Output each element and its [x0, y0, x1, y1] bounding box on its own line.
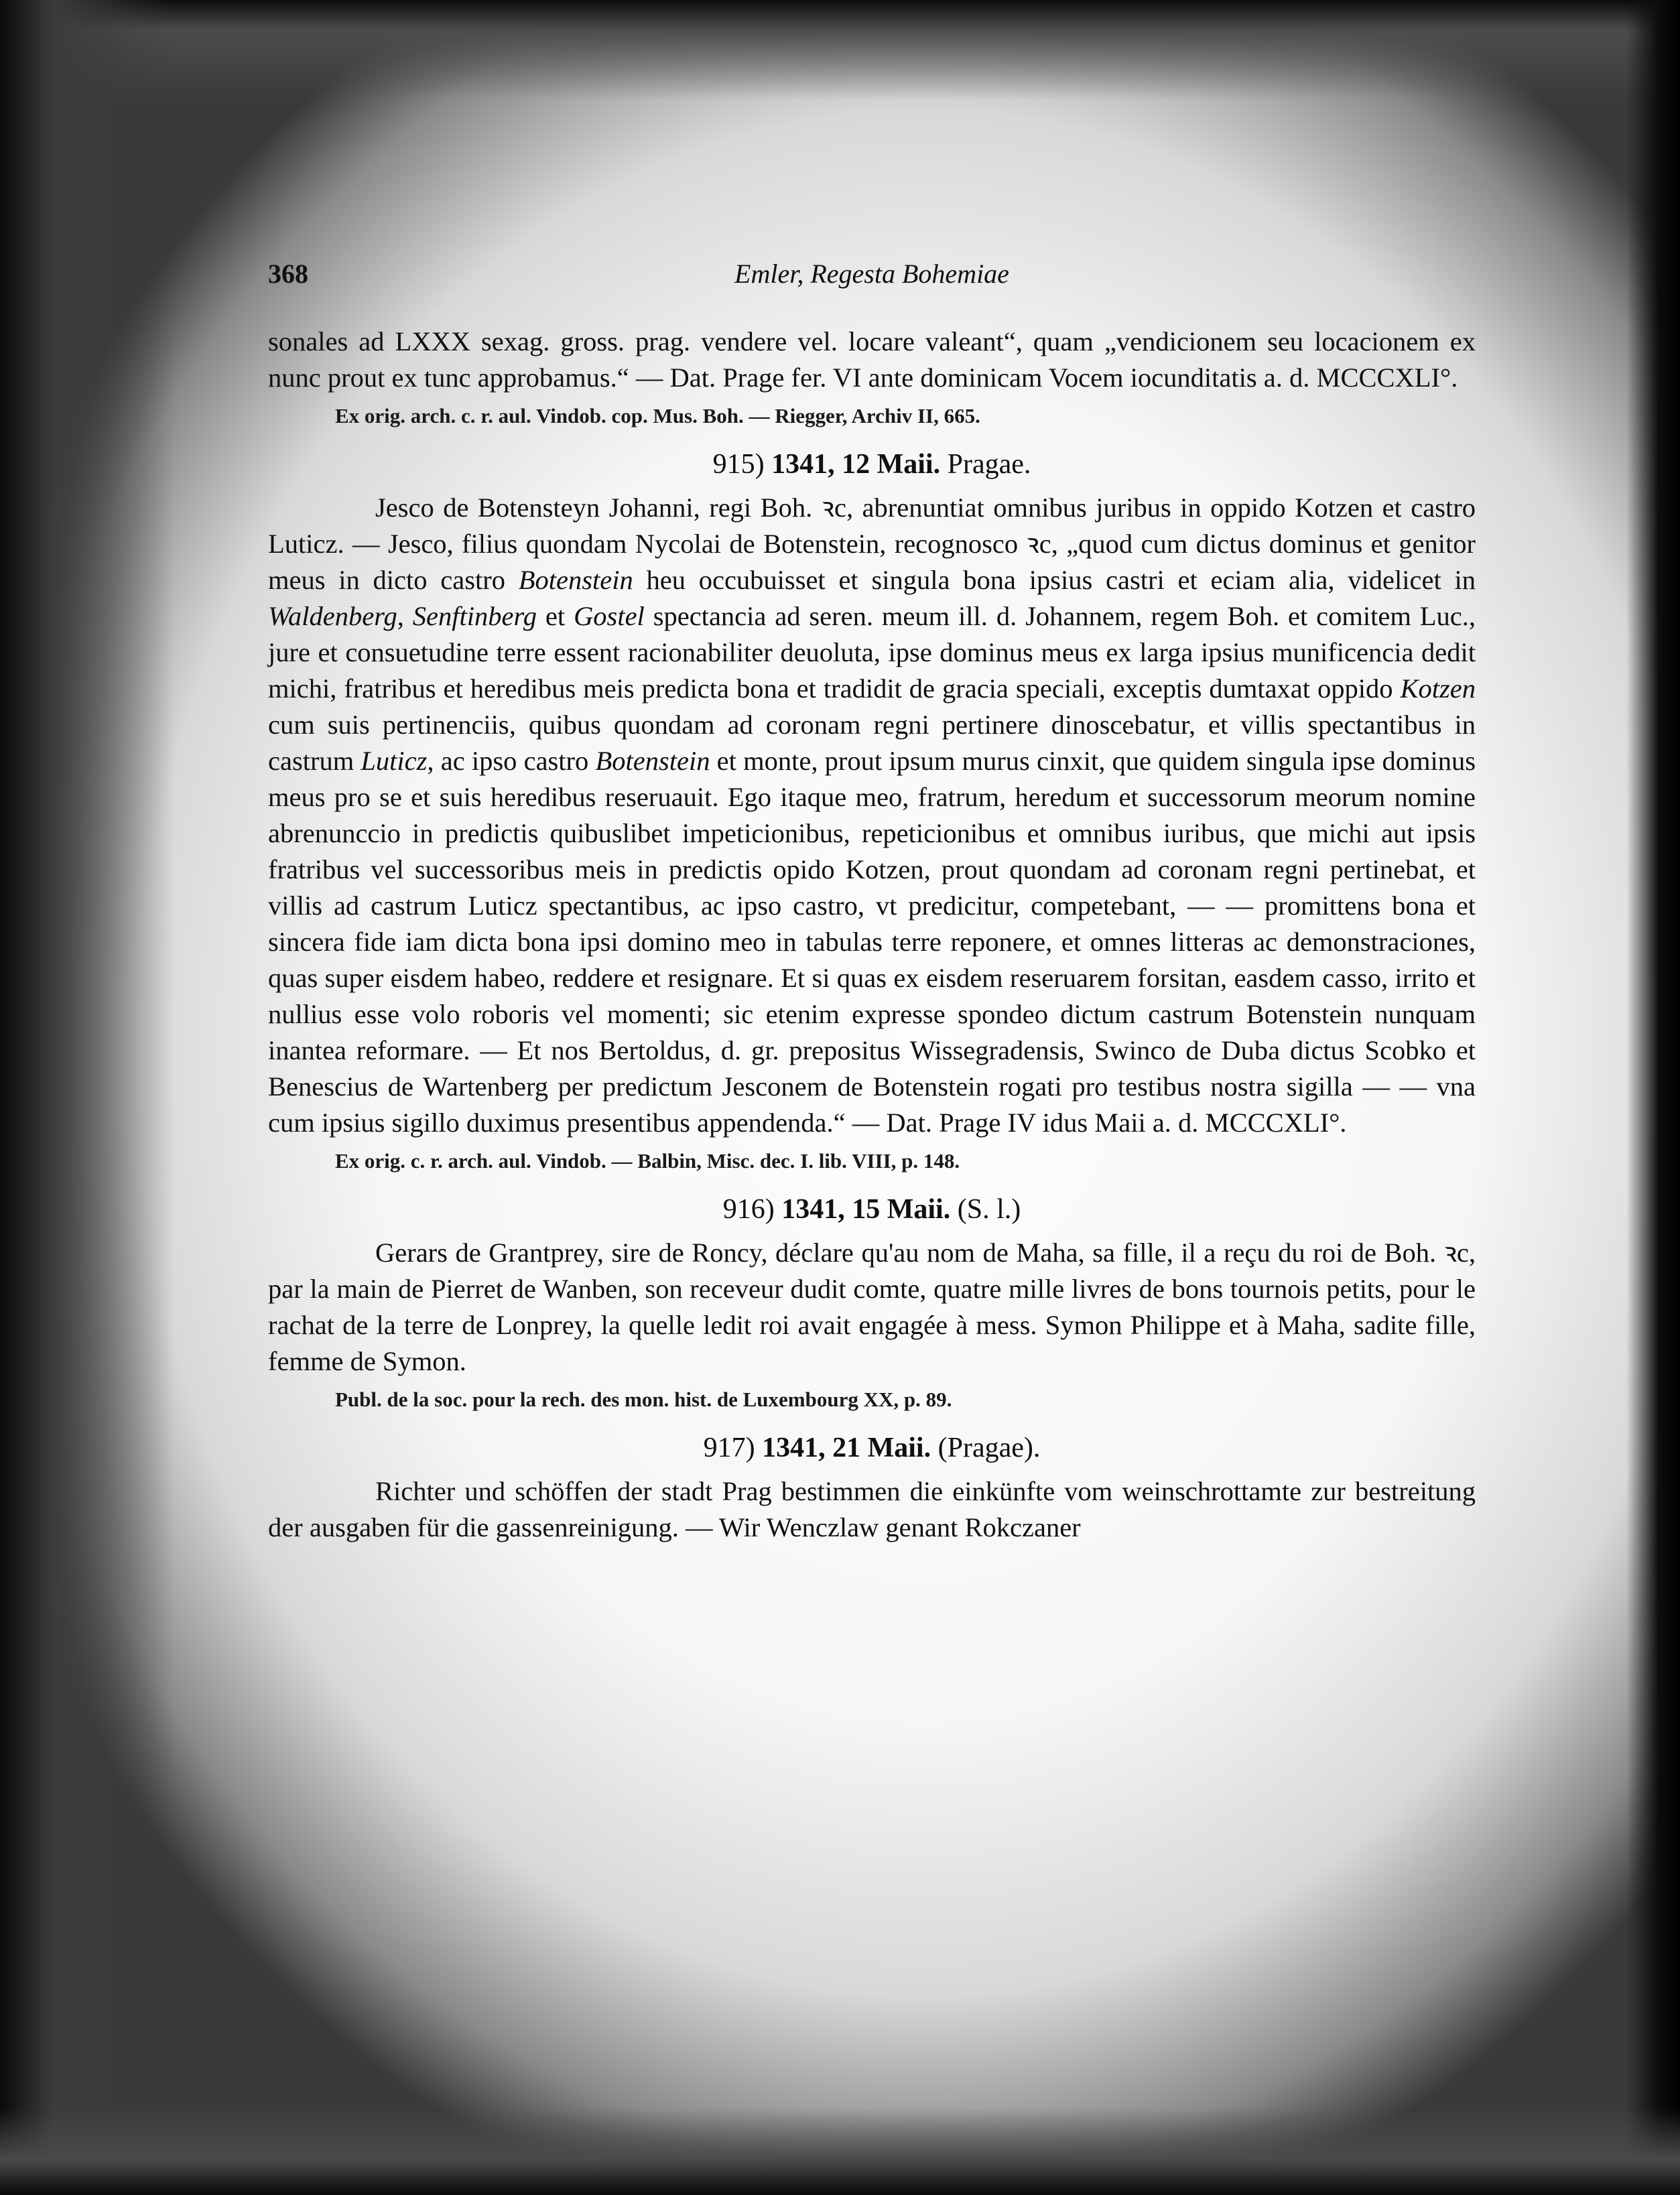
- text-run: cum suis pertinenciis, quibus quondam ad coronam regni pertinere dinoscebatur, et villis spectantibus in castrum: [268, 710, 1476, 776]
- doc-place: (Pragae).: [938, 1433, 1041, 1463]
- lead-paragraph: sonales ad LXXX sexag. gross. prag. vendere vel. locare valeant“, quam „vendicionem seu locacionem ex nunc prout ex tunc approbamus.“ — Dat. Prage fer. VI ante dominicam Vocem iocunditatis a. d. MCCCXLI°.: [268, 326, 1476, 393]
- page-number: 368: [268, 259, 308, 289]
- doc-date: 1341, 12 Maii.: [771, 449, 941, 480]
- doc-917-text: Richter und schöffen der stadt Prag bestimmen die einkünfte vom weinschrottamte zur bestreitung der ausgaben für die gassenreinigung. — Wir Wenczlaw genant Rokczaner: [268, 1476, 1476, 1542]
- doc-place: Pragae.: [947, 449, 1031, 480]
- scan-shadow-bottom: [0, 2108, 1680, 2195]
- doc-916-source-note: Publ. de la soc. pour la rech. des mon. hist. de Luxembourg XX, p. 89.: [335, 1388, 952, 1411]
- doc-date: 1341, 15 Maii.: [781, 1194, 951, 1225]
- place-name: Kotzen: [1400, 673, 1476, 704]
- lead-source-note: Ex orig. arch. c. r. aul. Vindob. cop. Mus. Boh. — Riegger, Archiv II, 665.: [335, 404, 980, 427]
- scan-shadow-left: [0, 0, 174, 2195]
- doc-915-source-note: Ex orig. c. r. arch. aul. Vindob. — Balbin, Misc. dec. I. lib. VIII, p. 148.: [335, 1149, 960, 1173]
- place-name: Botenstein: [595, 746, 710, 776]
- running-header: [268, 258, 1476, 305]
- place-name: Luticz: [361, 746, 428, 776]
- text-run: ,: [397, 601, 413, 631]
- place-name: Waldenberg: [268, 601, 397, 631]
- text-run: et: [537, 601, 574, 631]
- doc-place: (S. l.): [957, 1194, 1021, 1225]
- book-page: [268, 258, 1476, 1546]
- doc-number: 917): [703, 1433, 755, 1463]
- text-run: Jesco de Botensteyn Johanni, regi Boh. ꝛc, abrenuntiat omnibus juribus in oppido Kotzen et castro Luticz. — Jesco, filius quondam Nycolai de Botenstein, recognosco ꝛc, „quod cum dictus dominus et genitor meus in dicto castro: [268, 492, 1476, 595]
- doc-915-heading: [268, 446, 1476, 483]
- doc-number: 915): [712, 449, 765, 480]
- doc-number: 916): [722, 1194, 775, 1225]
- text-run: , ac ipso castro: [427, 746, 596, 776]
- doc-917-heading: [268, 1429, 1476, 1467]
- place-name: Botenstein: [518, 565, 633, 595]
- scan-shadow-right: [1626, 0, 1680, 2195]
- place-name: Gostel: [574, 601, 645, 631]
- doc-date: 1341, 21 Maii.: [762, 1433, 931, 1463]
- doc-915-text: [268, 490, 1476, 1141]
- text-run: et monte, prout ipsum murus cinxit, que quidem singula ipse dominus meus pro se et suis heredibus reseruauit. Ego itaque meo, fratrum, heredum et successorum meorum nomine abrenunccio in predictis quibuslibet impeticionibus, repeticionibus et omnibus iuribus, que michi aut ipsis fratribus vel successoribus meis in predictis opido Kotzen, prout quondam ad coronam regni pertinebat, et villis ad castrum Luticz spectantibus, ac ipso castro, vt predicitur, competebant, — — promittens bona et sincera fide iam dicta bona ipsi domino meo in tabulas terre reponere, et omnes litteras ac demonstraciones, quas super eisdem habeo, reddere et resignare. Et si quas ex eisdem reseruarem forsitan, easdem casso, irrito et nullius esse volo roboris vel momenti; sic etenim expresse spondeo dictum castrum Botenstein nunquam inantea reformare. — Et nos Bertoldus, d. gr. prepositus Wissegradensis, Swinco de Duba dictus Scobko et Benescius de Wartenberg per predictum Jesconem de Botenstein rogati pro testibus nostra sigilla — — vna cum ipsius sigillo duximus presentibus appendenda.“ — Dat. Prage IV idus Maii a. d. MCCCXLI°.: [268, 746, 1476, 1138]
- place-name: Senftinberg: [412, 601, 537, 631]
- text-run: spectancia ad seren. meum ill. d. Johannem, regem Boh. et comitem Luc., jure et consuetudine terre essent racionabiliter deuoluta, ipse dominus meus ex larga ipsius munificencia dedit michi, fratribus et heredibus meis predicta bona et tradidit de gracia speciali, exceptis dumtaxat oppido: [268, 601, 1476, 704]
- running-title: Emler, Regesta Bohemiae: [734, 259, 1009, 289]
- scan-shadow-top: [0, 0, 1680, 101]
- doc-916-text: Gerars de Grantprey, sire de Roncy, déclare qu'au nom de Maha, sa fille, il a reçu du roi de Boh. ꝛc, par la main de Pierret de Wanben, son receveur dudit comte, quatre mille livres de bons tournois petits, pour le rachat de la terre de Lonprey, la quelle ledit roi avait engagée à mess. Symon Philippe et à Maha, sadite fille, femme de Symon.: [268, 1238, 1476, 1376]
- text-run: heu occubuisset et singula bona ipsius castri et eciam alia, videlicet in: [633, 565, 1476, 595]
- doc-916-heading: [268, 1191, 1476, 1228]
